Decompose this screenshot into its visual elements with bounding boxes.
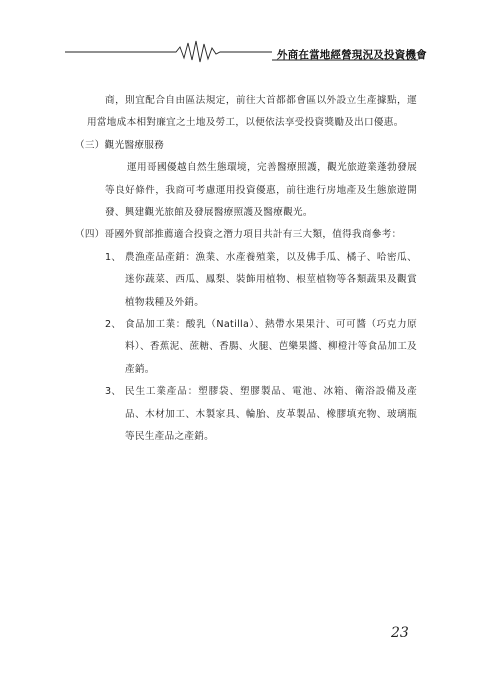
header-title: 外商在當地經營現況及投資機會 — [277, 49, 427, 61]
list-item — [87, 381, 417, 448]
list-item-number: 3、 — [105, 386, 122, 398]
section-3-paragraph: 運用哥國優越自然生態環境，完善醫療照護，觀光旅遊業蓬勃發展等良好條件，我商可考慮運用投資優惠，前往進行房地產及生態旅遊開發、興建觀光旅館及發展醫療照護及醫療觀光。 — [105, 162, 417, 219]
running-header — [0, 38, 480, 68]
investment-list — [87, 247, 417, 449]
section-3-heading: （三）觀光醫療服務 — [75, 139, 165, 151]
list-item-number: 2、 — [105, 319, 122, 331]
page-number: 23 — [391, 625, 409, 641]
list-item-number: 1、 — [105, 251, 122, 263]
list-item-text: 農漁產品產銷：漁業、水產養殖業，以及佛手瓜、橘子、哈密瓜、迷你蔬菜、西瓜、鳳梨、裝飾用植物、根莖植物等各類蔬果及觀賞植物栽種及外銷。 — [125, 251, 417, 308]
list-item — [87, 247, 417, 314]
page-body — [75, 90, 418, 449]
list-item — [87, 314, 417, 381]
list-item-text: 民生工業產品：塑膠袋、塑膠製品、電池、冰箱、衛浴設備及產品、木材加工、木製家具、輪胎、皮革製品、橡膠填充物、玻璃瓶等民生產品之產銷。 — [125, 386, 417, 443]
continuation-paragraph: 商，則宜配合自由區法規定，前往大首都都會區以外設立生產據點，運用當地成本相對廉宜之土地及勞工，以便依法享受投資獎勵及出口優惠。 — [87, 95, 417, 129]
section-4-heading: （四）哥國外貿部推薦適合投資之潛力項目共計有三大類，值得我商參考： — [75, 229, 402, 241]
list-item-text: 食品加工業：酸乳（Natilla）、熱帶水果果汁、可可醬（巧克力原料）、香蕉泥、蔗糖、香腸、火腿、芭樂果醬、柳橙汁等食品加工及產銷。 — [125, 319, 418, 375]
